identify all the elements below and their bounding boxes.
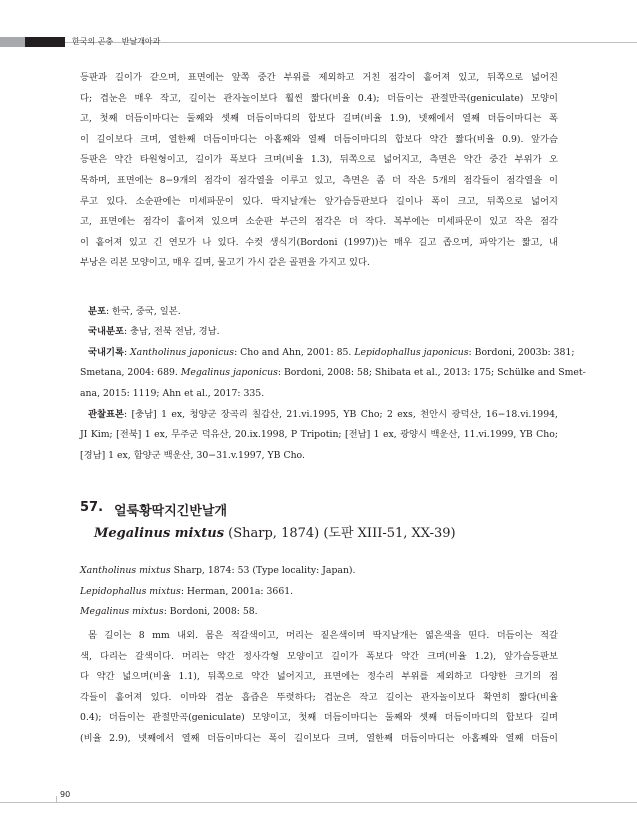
intro-line: 목하며, 표면에는 8−9개의 점각이 점각열을 이루고 있고, 측면은 좀 더 작은 5개의 점각들이 점각열을 이 [80, 174, 558, 186]
header-black-block [25, 37, 65, 47]
domestic-distribution-label: 국내분포 [88, 326, 124, 338]
taxon-name: Xantholinus japonicus [130, 346, 235, 358]
synonym-name: Lepidophallus mixtus [80, 585, 181, 597]
synonym-item [80, 582, 560, 603]
citation-text: : [123, 346, 131, 358]
specimens-text: : [충남] 1 ex, 청양군 장곡리 칠갑산, 21.vi.1995, YB Cho; 2 exs, 천안시 광덕산, 16−18.vi.1994, [123, 409, 558, 420]
citation-text: : Bordoni, 2008: 58; Shibata et al., 2013: 175; Schülke and Smet- [277, 367, 586, 378]
species-authority: (Sharp, 1874) (도판 XIII-51, XX-39) [224, 526, 456, 541]
specimens-line: [경남] 1 ex, 함양군 백운산, 30−31.v.1997, YB Cho. [80, 449, 305, 461]
description-paragraph [80, 626, 558, 750]
header-book-title: 한국의 곤충 [72, 37, 114, 46]
species-number: 57. [80, 500, 104, 515]
specimens-continued [80, 425, 558, 466]
distribution-line [88, 302, 558, 322]
description-line: 몸 길이는 8 mm 내외. 몸은 적갈색이고, 머리는 짙은색이며 딱지날개는 엷은색을 띤다. 더듬이는 적갈 [88, 630, 558, 641]
domestic-records-label: 국내기록 [88, 346, 124, 358]
intro-line: 다; 겹눈은 매우 작고, 길이는 관자놀이보다 훨씬 짧다(비율 0.4); 더듬이는 관절만곡(geniculate) 모양이 [80, 92, 558, 104]
citation-text: : Cho and Ahn, 2001: 85. [234, 346, 355, 358]
intro-line: 등판은 약간 타원형이고, 길이가 폭보다 크며(비율 1.3), 뒤쪽으로 넓어지고, 측면은 약간 중간 부위가 오 [80, 154, 558, 166]
synonym-citation: Sharp, 1874: 53 (Type locality: Japan). [170, 565, 356, 576]
intro-line: 고, 표면에는 점각이 흩어져 있으며 소순판 부근의 점각은 더 작다. 복부에는 미세파문이 있고 작은 점각 [80, 216, 558, 228]
synonym-item [80, 602, 560, 623]
citation-text: : Bordoni, 2003b: 381; [468, 346, 575, 358]
header-title [72, 36, 160, 47]
distribution-block [88, 302, 575, 363]
domestic-distribution-text: : 충남, 전북 전남, 경남. [123, 326, 220, 338]
synonym-list [80, 561, 560, 623]
domestic-records-line [88, 343, 575, 363]
distribution-text: : 한국, 중국, 일본. [105, 306, 181, 317]
domestic-distribution-line [88, 322, 558, 342]
domestic-records-continued [80, 363, 586, 404]
distribution-label: 분포 [88, 306, 106, 317]
description-line: (비율 2.9), 넷째에서 열째 더듬이마디는 폭이 길이보다 크며, 열한째 더듬이마디는 아홉째와 열째 더듬이 [80, 732, 558, 744]
species-korean-name: 얼룩황딱지긴반날개 [114, 504, 228, 519]
intro-line: 이 길이보다 크며, 열한째 더듬이마디는 아홉째와 열째 더듬이마디의 합보다 약간 짧다(비율 0.9). 앞가슴 [80, 133, 558, 145]
header-chapter-title: 반날개아과 [121, 37, 161, 46]
specimens-label: 관찰표본 [88, 409, 124, 420]
species-scientific-name: Megalinus mixtus [94, 526, 225, 541]
intro-line: 이 흩어져 있고 긴 연모가 나 있다. 수컷 생식기(Bordoni (1997))는 매우 길고 좁으며, 파악기는 짧고, 내 [80, 236, 558, 248]
synonym-item [80, 561, 560, 582]
page-number: 90 [60, 790, 71, 799]
taxon-name: Megalinus japonicus [180, 367, 278, 378]
domestic-records-line [80, 363, 586, 384]
description-line: 다 약간 넓으며(비율 1.1), 뒤쪽으로 약간 넓어지고, 표면에는 정수리 부위를 제외하고 다양한 크기의 점 [80, 671, 558, 683]
specimens-block [88, 405, 558, 425]
citation-text: ana, 2015: 1119; Ahn et al., 2017: 335. [80, 387, 265, 399]
intro-line: 고, 첫째 더듬이마디는 둘째와 셋째 더듬이마디의 합보다 길며(비율 1.9), 넷째에서 열째 더듬이마디는 폭 [80, 113, 558, 125]
description-line: 각들이 흩어져 있다. 이마와 겹눈 흡즙은 뚜렷하다; 겹눈은 작고 길이는 관자놀이보다 확연히 짧다(비율 [80, 691, 558, 703]
intro-line: 루고 있다. 소순판에는 미세파문이 있다. 딱지날개는 앞가슴등판보다 길이나 폭이 크고, 뒤쪽으로 넓어지 [80, 195, 558, 207]
species-scientific-line [94, 522, 456, 541]
running-header [0, 37, 637, 51]
description-line: 0.4); 더듬이는 관절만곡(geniculate) 모양이고, 첫째 더듬이마디는 둘째와 셋째 더듬이마디의 합보다 길며 [80, 712, 558, 724]
domestic-records-line [80, 384, 558, 405]
taxon-name: Lepidophallus japonicus [354, 346, 469, 358]
footer-rule [0, 802, 637, 803]
description-line: 색, 다리는 갈색이다. 머리는 약간 정사각형 모양이고 길이가 폭보다 약간 크며(비율 1.2), 앞가슴등판보 [80, 650, 558, 662]
header-gray-block [0, 37, 25, 47]
intro-line: 부낭은 리본 모양이고, 매우 길며, 물고기 가시 같은 골편을 가지고 있다. [80, 257, 370, 269]
intro-paragraph [80, 68, 558, 274]
citation-text: Smetana, 2004: 689. [80, 367, 181, 378]
specimens-line [88, 405, 558, 425]
specimens-line: JI Kim; [전북] 1 ex, 무주군 덕유산, 20.ix.1998, P Tripotin; [전남] 1 ex, 광양시 백운산, 11.vi.1999, YB Cho; [80, 429, 558, 440]
synonym-name: Megalinus mixtus [80, 606, 164, 617]
synonym-name: Xantholinus mixtus [80, 565, 171, 576]
synonym-citation: : Bordoni, 2008: 58. [163, 606, 258, 617]
synonym-citation: : Herman, 2001a: 3661. [180, 585, 294, 597]
intro-line: 등판과 길이가 같으며, 표면에는 앞쪽 중간 부위를 제외하고 거친 점각이 흩어져 있고, 뒤쪽으로 넓어진 [80, 72, 558, 83]
footer-tick [56, 796, 57, 802]
